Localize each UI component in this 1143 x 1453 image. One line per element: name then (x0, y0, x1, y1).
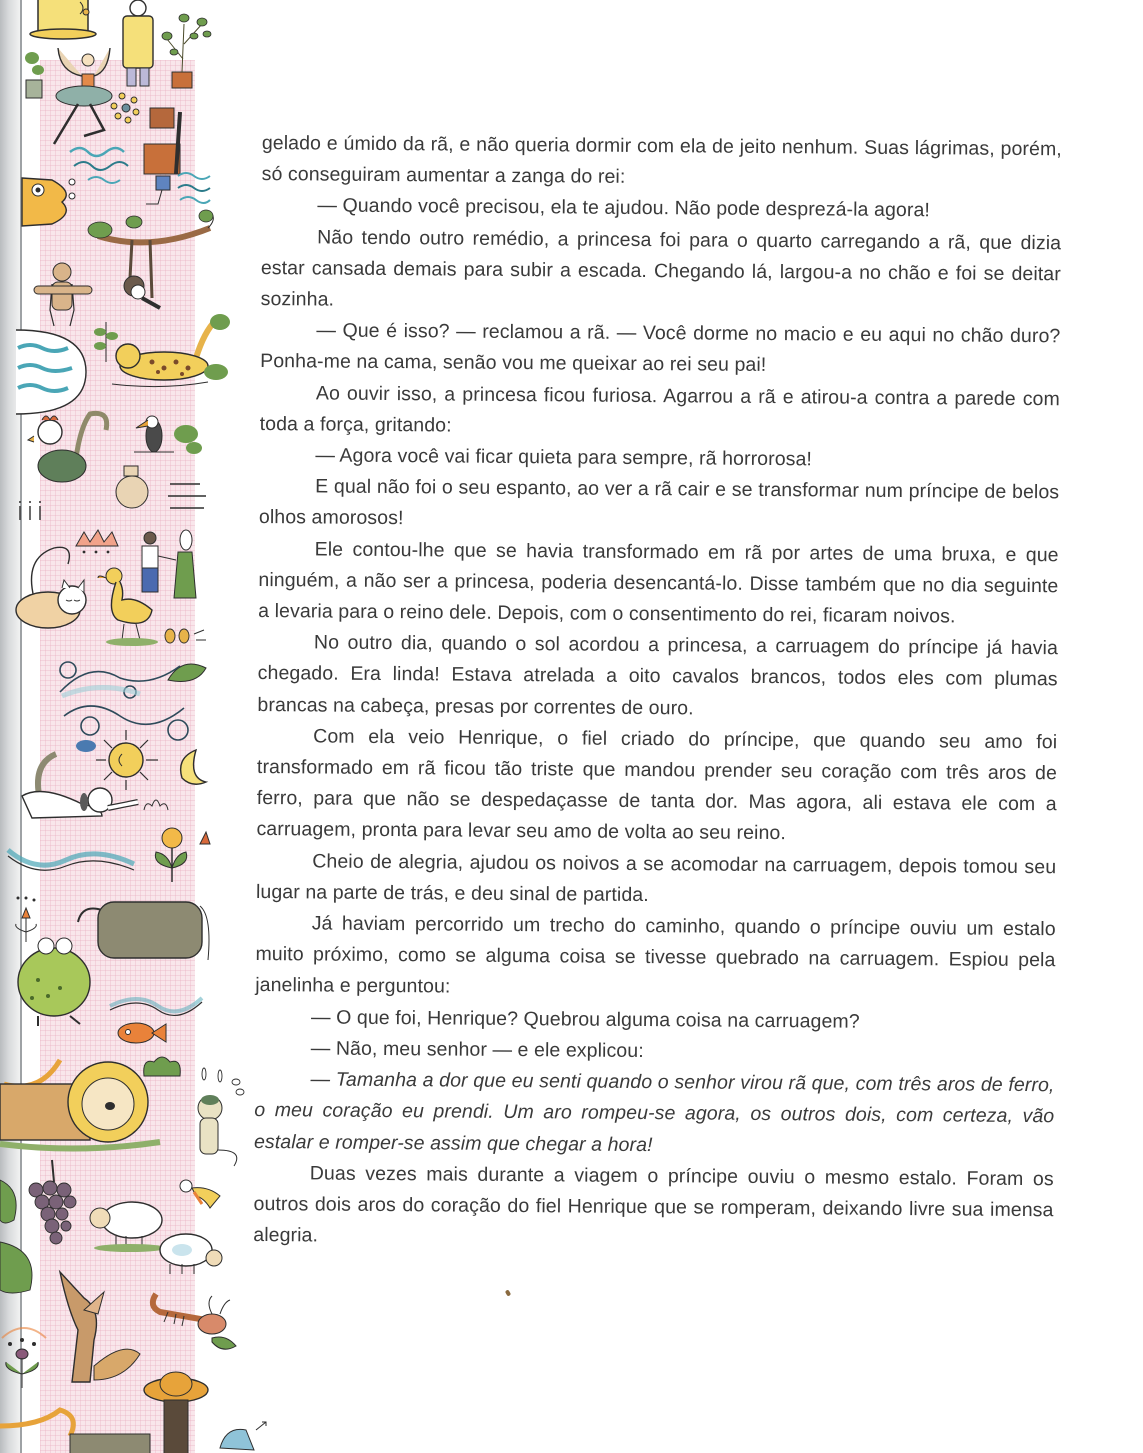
monkey-on-branch-icon (90, 208, 220, 318)
paragraph: Já haviam percorrido um trecho do caminho, quando o príncipe ouviu um estalo muito próximo, como se alguma coisa se tivesse quebrado na carruagem. Espiou pela janelinha e perguntou: (255, 912, 1056, 998)
paragraph: No outro dia, quando o sol acordou a princesa, a carruagem do príncipe já havia chegado. Era linda! Estava atrelada a oito cavalos brancos, todos eles com plumas brancas na cabeça, presas por correntes de ouro. (257, 631, 1059, 720)
paragraph: E qual não foi o seu espanto, ao ver a rã cair e se transformar num príncipe de belos olhos amorosos! (258, 475, 1060, 530)
fish-small-icon (116, 1020, 170, 1046)
fox-icon (54, 1270, 144, 1390)
tally-marks-icon (16, 500, 46, 522)
paragraph: Com ela veio Henrique, o fiel criado do príncipe, que quando seu amo foi transformado em rã ficou tão triste que mandou prender seu coração com três aros de ferro, para que não se despedaçasse de tanta dor. Mas agora, ali estava ele com a carruagem, pronta para levar seu amo de volta ao seu reino. (256, 725, 1058, 845)
dialogue-line: — Não, meu senhor — e ele explicou: (310, 1037, 644, 1062)
lines-icon (166, 480, 210, 514)
frog-icon (8, 940, 98, 1026)
paragraph: Duas vezes mais durante a viagem o príncipe ouviu o mesmo estalo. Foram os outros dois aros do coração do fiel Henrique que se romperam, deixando livre sua imensa alegria. (253, 1162, 1054, 1247)
small-plant-icon (24, 42, 46, 100)
squiggle-icon (108, 990, 204, 1020)
rooster-icon (30, 410, 110, 480)
illustrated-border (0, 0, 270, 1453)
italic-verse: — Tamanha a dor que eu senti quando o senhor virou rã que, com três aros de ferro, o meu coração eu prendi. Um aro rompeu-se agora, os outros dois, com certeza, vão estalar e romper-se assim que chegar a hora! (253, 1068, 1055, 1156)
cat-icon (14, 538, 84, 632)
dog-with-bone-icon (12, 744, 142, 824)
flower-icon (146, 824, 222, 884)
gingerbread-figure-icon (34, 262, 92, 328)
waves-small-icon (176, 170, 212, 206)
man-in-yellow-coat-icon (118, 0, 158, 88)
lion-icon (0, 1054, 170, 1154)
fish-icon (22, 172, 82, 232)
paragraph: Ele contou-lhe que se havia transformado em rã por artes de uma bruxa, e que ninguém, a não ser a princesa, poderia desencantá-lo. Disse também que no dia seguinte a levaria para o reino dele. Depois, com o consentimento do rei, ficaram noivos. (258, 538, 1059, 628)
tulips-icon (160, 626, 210, 656)
small-tulip-icon (10, 896, 42, 944)
leopard-icon (112, 312, 232, 392)
story-text (253, 128, 1062, 1258)
sheep-icon (86, 1196, 166, 1252)
ink-speck (505, 1289, 511, 1296)
dialogue-line: — Agora você vai ficar quieta para sempre, rã horrorosa! (315, 444, 813, 471)
vase-icon (110, 466, 150, 510)
toucan-icon (134, 414, 204, 464)
leaf-sprig-icon (92, 318, 122, 362)
couple-icon (134, 530, 204, 602)
birdcage-icon (28, 0, 98, 42)
scorpion-icon (146, 1290, 238, 1354)
potted-plant-icon (162, 4, 222, 90)
paragraph: Ao ouvir isso, a princesa ficou furiosa. Agarrou a rã e atirou-a contra a parede com toda a força, gritando: (259, 382, 1060, 437)
dialogue-line: — O que foi, Henrique? Quebrou alguma coisa na carruagem? (310, 1006, 860, 1033)
mouse-icon (180, 1066, 254, 1170)
bird-icon (174, 1176, 228, 1216)
flower-with-arc-icon (0, 1322, 50, 1390)
moon-icon (174, 748, 208, 788)
paragraph: Não tendo outro remédio, a princesa foi para o quarto carregando a rã, que dizia estar cansada demais para subir a escada. Chegando lá, largou-a no chão e foi se deitar sozinha. (260, 226, 1062, 311)
bird-bottom-icon (216, 1420, 270, 1453)
paragraph: gelado e úmido da rã, e não queria dormir com ela de jeito nenhum. Suas lágrimas, porém, só conseguiram aumentar a zanga do rei: (261, 131, 1062, 189)
fleur-icon (142, 794, 170, 812)
pond-waves-icon (16, 326, 88, 418)
ballerina-icon (44, 48, 116, 154)
tail-creature-icon (0, 1406, 150, 1453)
flower-dots-icon (108, 92, 140, 124)
dialogue-line: — Quando você precisou, ela te ajudou. Não pode desprezá-la agora! (317, 194, 931, 222)
sheep-small-icon (158, 1230, 228, 1276)
paragraph: Cheio de alegria, ajudou os noivos a se acomodar na carruagem, depois tomou seu lugar na parte de trás, e deu sinal de partida. (255, 850, 1057, 906)
dialogue-line: — Que é isso? — reclamou a rã. — Você dorme no macio e eu aqui no chão duro? Ponha-me na cama, senão vou me queixar ao rei seu pai! (260, 319, 1061, 377)
river-waves-icon (6, 844, 136, 880)
